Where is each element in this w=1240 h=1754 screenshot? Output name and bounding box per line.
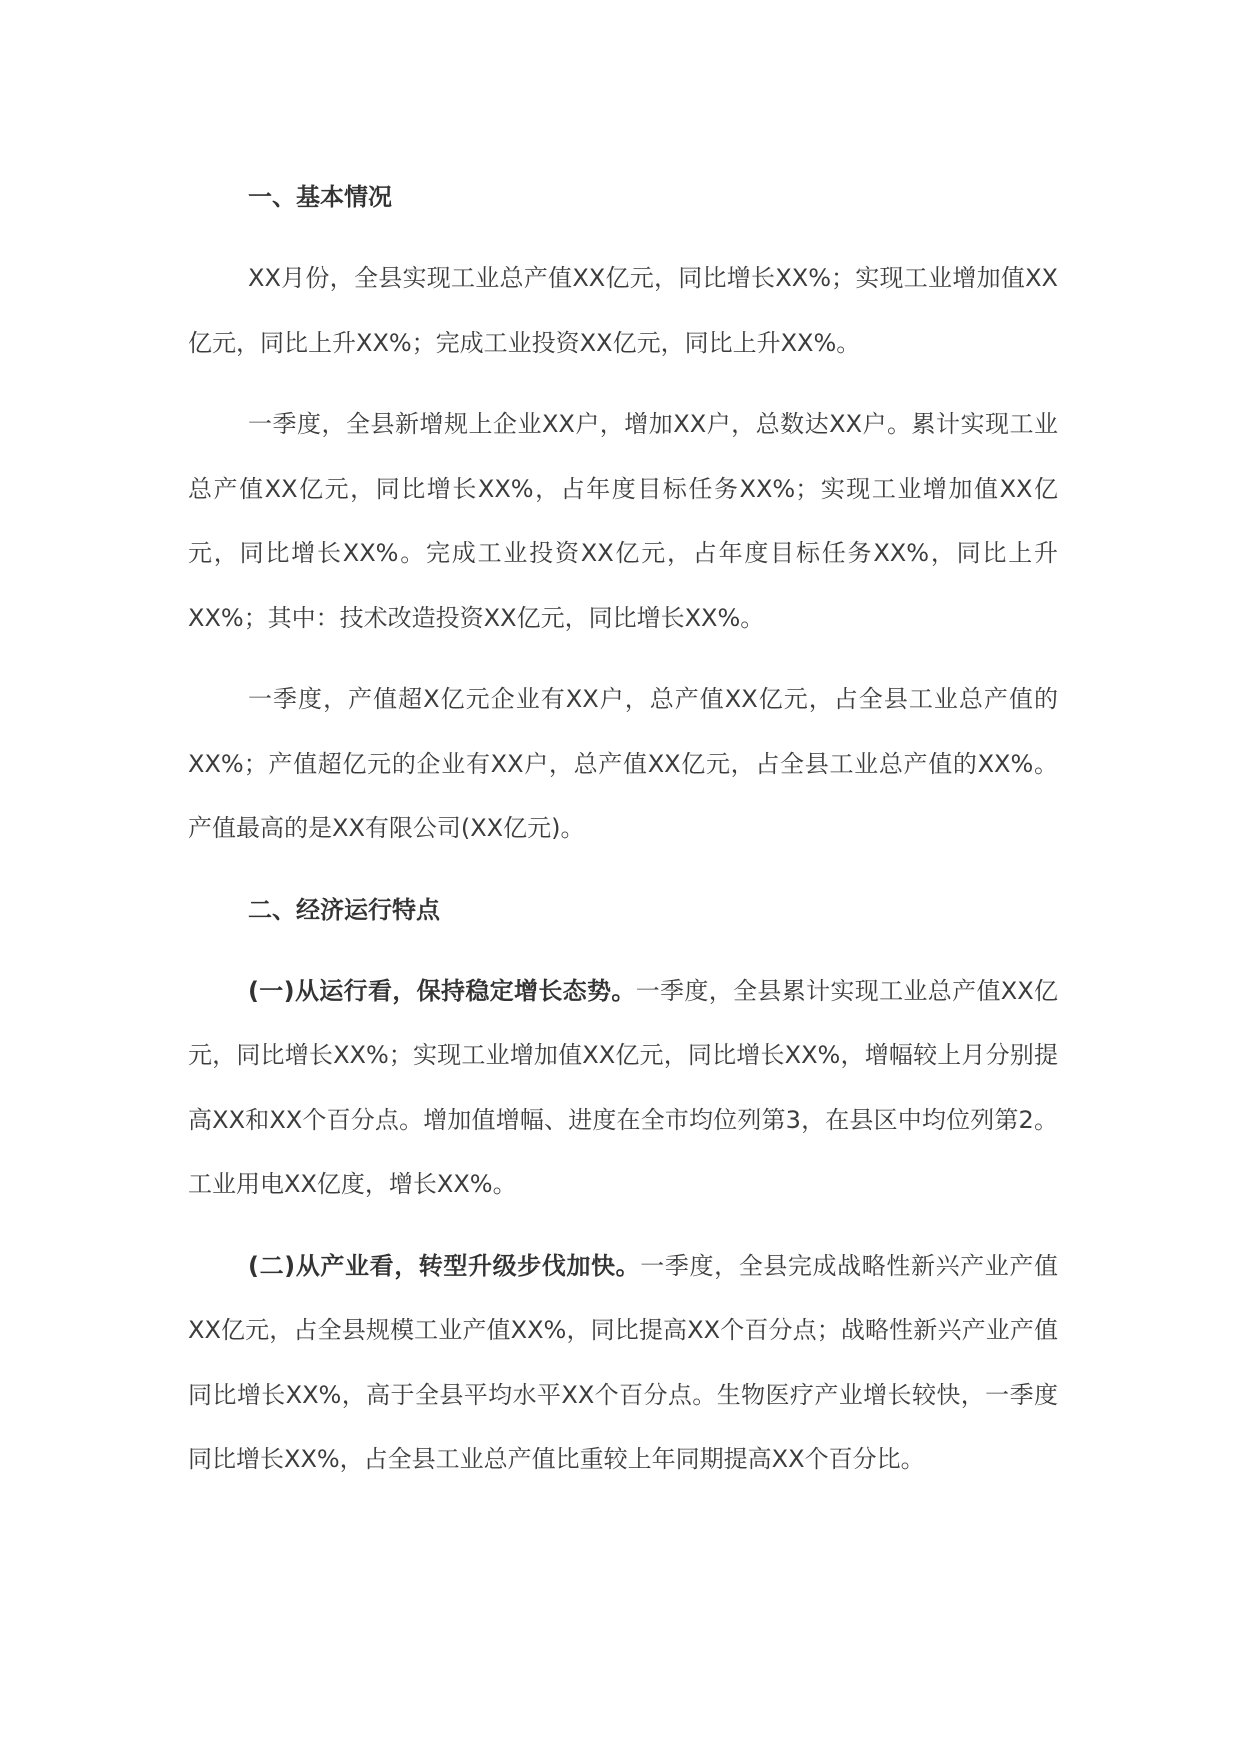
point-text: 一季度，全县完成战略性新兴产业产值XX亿元，占全县规模工业产值XX%，同比提高XX个百分点；战略性新兴产业产值同比增长XX%，高于全县平均水平XX个百分点。生物医疗产业增长较快，一季度同比增长XX%，占全县工业总产值比重较上年同期提高XX个百分比。 [188,1251,1059,1473]
point-paragraph [188,1234,1058,1492]
point-paragraph [188,959,1058,1217]
paragraph: 一季度，全县新增规上企业XX户，增加XX户，总数达XX户。累计实现工业总产值XX亿元，同比增长XX%，占年度目标任务XX%；实现工业增加值XX亿元，同比增长XX%。完成工业投资XX亿元，占年度目标任务XX%，同比上升XX%；其中：技术改造投资XX亿元，同比增长XX%。 [188,410,1058,632]
point-text: 一季度，全县累计实现工业总产值XX亿元，同比增长XX%；实现工业增加值XX亿元，同比增长XX%，增幅较上月分别提高XX和XX个百分点。增加值增幅、进度在全市均位列第3，在县区中均位列第2。工业用电XX亿度，增长XX%。 [188,976,1059,1198]
paragraph: XX月份，全县实现工业总产值XX亿元，同比增长XX%；实现工业增加值XX亿元，同比上升XX%；完成工业投资XX亿元，同比上升XX%。 [188,264,1058,357]
section-heading: 一、基本情况 [248,183,392,211]
point-lead: (二)从产业看，转型升级步伐加快。 [248,1251,641,1280]
section-heading: 二、经济运行特点 [248,895,440,924]
document-page [188,165,1058,1509]
point-lead: (一)从运行看，保持稳定增长态势。 [248,976,636,1005]
paragraph: 一季度，产值超X亿元企业有XX户，总产值XX亿元，占全县工业总产值的XX%；产值超亿元的企业有XX户，总产值XX亿元，占全县工业总产值的XX%。产值最高的是XX有限公司(XX亿元)。 [188,685,1058,842]
